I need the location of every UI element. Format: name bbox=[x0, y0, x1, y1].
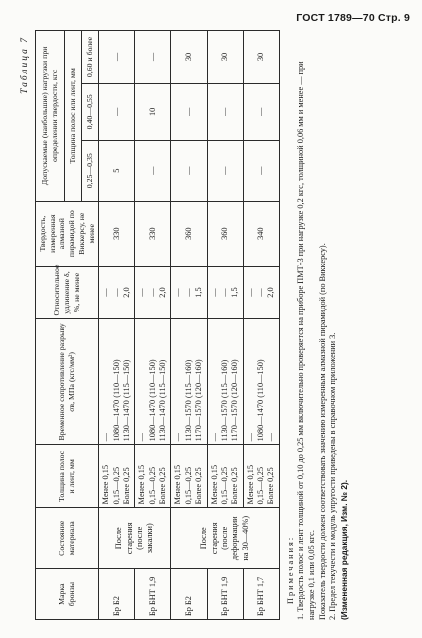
col-range-2: 0,40—0,55 bbox=[81, 83, 98, 140]
cell-elongation: — — 2,0 bbox=[243, 266, 279, 319]
col-hardness: Твердость, измеренная алмазной пирамидой по Виккерсу, не менее bbox=[35, 201, 98, 266]
cell-load-1: 5 bbox=[99, 140, 135, 201]
col-thickness: Толщина полос и лент, мм bbox=[35, 445, 98, 508]
cell-load-1: — bbox=[171, 140, 207, 201]
col-elongation: Относительное удлинение δ, %, не менее bbox=[35, 266, 98, 319]
cell-marka: Бр Б2 bbox=[171, 569, 207, 620]
cell-elongation: — — 2,0 bbox=[99, 266, 135, 319]
col-state: Состояние материала bbox=[35, 508, 98, 569]
col-marka: Марка бронзы bbox=[35, 569, 98, 620]
note-2: 2. Предел текучести и модуль упругости приведены в справочном приложении 3. bbox=[328, 332, 338, 620]
cell-hardness: 360 bbox=[171, 201, 207, 266]
rotated-table-block bbox=[20, 30, 410, 620]
cell-marka: Бр Б2 bbox=[99, 569, 135, 620]
cell-thickness: Менее 0,15 0,15—0,25 Более 0,25 bbox=[99, 445, 135, 508]
cell-marka: Бр БНТ 1,9 bbox=[135, 569, 171, 620]
cell-load-2: — bbox=[99, 83, 135, 140]
col-loads: Допускаемые (наибольшие) нагрузки при определении твердости, кгс bbox=[35, 31, 64, 202]
cell-marka: Бр БНТ 1,7 bbox=[243, 569, 279, 620]
table-title: Таблица 7 bbox=[20, 36, 30, 94]
notes-title: Примечания: bbox=[285, 535, 295, 604]
cell-load-3: — bbox=[135, 31, 171, 84]
col-range-1: 0,25—0,35 bbox=[81, 140, 98, 201]
cell-elongation: — — 2,0 bbox=[135, 266, 171, 319]
col-range-3: 0,60 и более bbox=[81, 31, 98, 84]
cell-load-2: — bbox=[243, 83, 279, 140]
cell-load-1: — bbox=[243, 140, 279, 201]
cell-load-3: 30 bbox=[171, 31, 207, 84]
cell-state: После старения (после закалки) bbox=[99, 508, 171, 569]
cell-load-2: 10 bbox=[135, 83, 171, 140]
cell-marka: Бр БНТ 1,9 bbox=[207, 569, 243, 620]
cell-hardness: 330 bbox=[99, 201, 135, 266]
cell-load-3: — bbox=[99, 31, 135, 84]
cell-load-3: 30 bbox=[243, 31, 279, 84]
cell-load-2: — bbox=[207, 83, 243, 140]
cell-strength: — 1080—1470 (110—150) 1130—1470 (115—150) bbox=[99, 319, 135, 445]
table-row bbox=[171, 31, 207, 620]
cell-thickness: Менее 0,15 0,15—0,25 Более 0,25 bbox=[171, 445, 207, 508]
col-loads-sub: Толщина полос или лент, мм bbox=[64, 31, 81, 202]
cell-load-3: 30 bbox=[207, 31, 243, 84]
cell-hardness: 330 bbox=[135, 201, 171, 266]
col-strength: Временное сопротивление разрыву σв, МПа (кгс/мм²) bbox=[35, 319, 98, 445]
cell-thickness: Менее 0,15 0,15—0,25 Более 0,25 bbox=[135, 445, 171, 508]
table-notes bbox=[286, 30, 350, 620]
page-header: ГОСТ 1789—70 Стр. 9 bbox=[296, 12, 410, 24]
cell-load-2: — bbox=[171, 83, 207, 140]
properties-table bbox=[35, 30, 280, 620]
cell-hardness: 340 bbox=[243, 201, 279, 266]
cell-strength: — 1130—1570 (115—160) 1170—1570 (120—160) bbox=[207, 319, 243, 445]
note-1: 1. Твердость полос и лент толщиной от 0,10 до 0,25 мм включительно проверяется на приборе ПМТ-3 при нагрузке 0,2 кгс, толщиной 0,06 мм и менее — при нагрузке 0,1 или 0,05 кгс. bbox=[296, 61, 316, 620]
cell-hardness: 360 bbox=[207, 201, 243, 266]
cell-load-1: — bbox=[207, 140, 243, 201]
cell-load-1: — bbox=[135, 140, 171, 201]
cell-state: После старения (после деформации на 30—40%) bbox=[171, 508, 279, 569]
note-1b: Показатель твердости должен соответствовать значению измеренным алмазной пирамидой (по Виккерсу). bbox=[317, 243, 327, 620]
cell-strength: — 1130—1570 (115—160) 1170—1570 (120—160) bbox=[171, 319, 207, 445]
cell-thickness: Менее 0,15 0,15—0,25 Более 0,25 bbox=[243, 445, 279, 508]
cell-strength: — 1080—1470 (110—150) — bbox=[243, 319, 279, 445]
cell-elongation: — — 1,5 bbox=[171, 266, 207, 319]
edit-note: (Измененная редакция, Изм. № 2). bbox=[338, 479, 349, 620]
cell-thickness: Менее 0,15 0,15—0,25 Более 0,25 bbox=[207, 445, 243, 508]
cell-elongation: — — 1,5 bbox=[207, 266, 243, 319]
cell-strength: — 1080—1470 (110—150) 1130—1470 (115—150) bbox=[135, 319, 171, 445]
table-row bbox=[99, 31, 135, 620]
